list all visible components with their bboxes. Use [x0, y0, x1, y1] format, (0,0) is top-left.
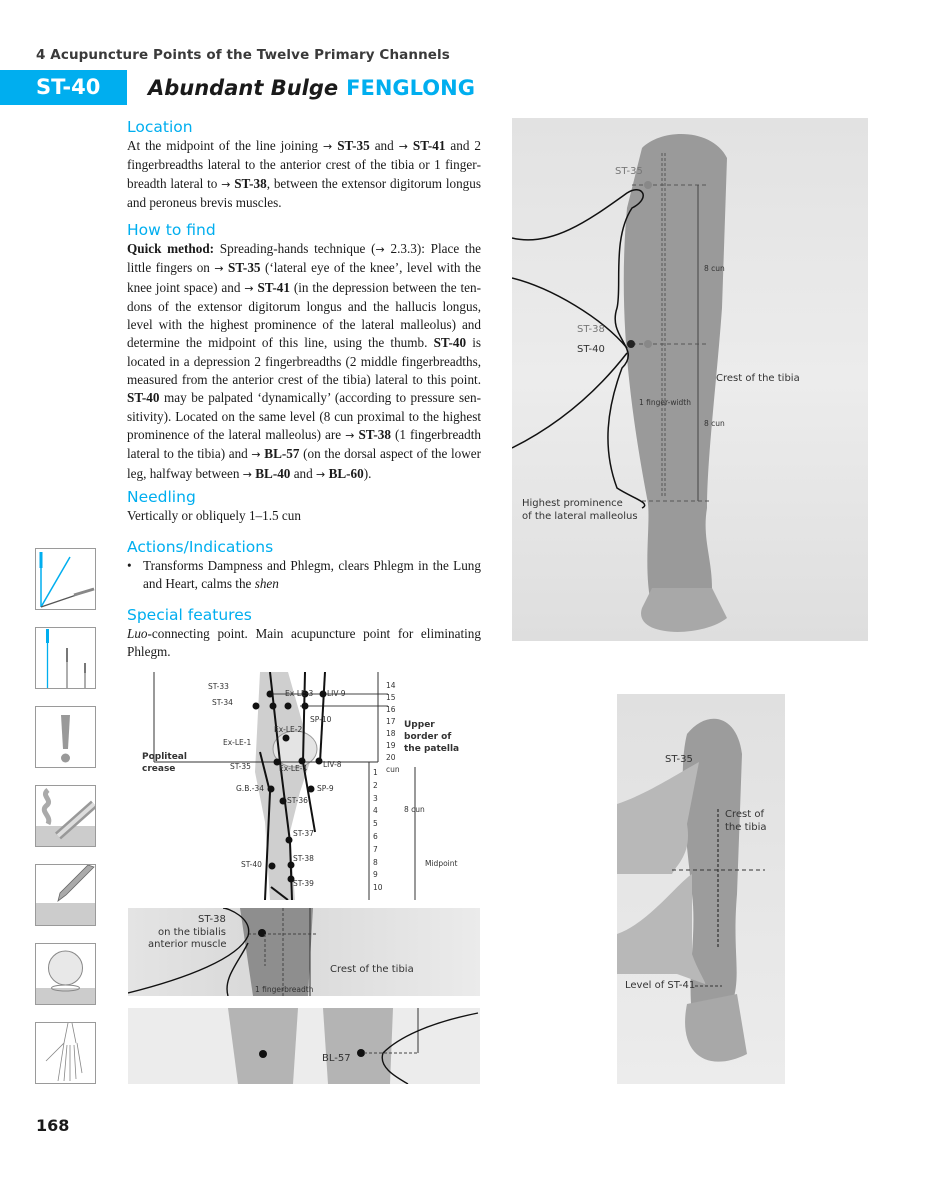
label-midpoint: Midpoint	[425, 859, 458, 868]
label-st40: ST-40	[241, 860, 262, 869]
label-crest-2: the tibia	[725, 822, 767, 833]
label-sp10: SP-10	[310, 715, 332, 724]
cupping-icon	[35, 943, 96, 1005]
arrow-icon: →	[221, 177, 231, 191]
how-to-find-text: Quick method: Spreading-hands technique (→ 2.3.3): Place the little fingers on → ST-35 (‘lateral eye of the knee’, level with the knee joint space) and → ST-41 (in the depression between the tendons of the extensor digitorum longus and the hallucis longus, level with the highest prominence of the lateral malleolus) and determine the midpoint of this line, using the thumb. ST-40 is located in a depression 2 fingerbreadths (2 middle fingerbreadths, measured from the anterior crest of the tibia) lateral to this point. ST-40 may be palpated ‘dynamically’ (according to pressure sensitivity). Located on the same level (8 cun proximal to the highest prominence of the lateral malleolus) are → ST-38 (1 fingerbreadth lateral to the tibia) and → BL-57 (on the dorsal aspect of the lower leg, halfway between → BL-40 and → BL-60).	[127, 241, 482, 481]
label-crest-1: Crest of	[725, 809, 764, 820]
arrow-icon: →	[242, 467, 252, 481]
heading-special: Special features	[127, 606, 252, 624]
arrow-icon: →	[323, 140, 333, 153]
label-popliteal-1: Popliteal	[142, 752, 187, 762]
label-8-cun-upper: 8 cun	[704, 264, 725, 273]
moxibustion-icon	[35, 785, 96, 847]
section-location	[127, 117, 481, 212]
needle-depth-icon	[35, 627, 96, 689]
ref-bl60[interactable]: BL-60	[328, 465, 364, 481]
label-st35: ST-35	[615, 166, 643, 177]
title-pinyin: FENGLONG	[346, 76, 475, 100]
label-upper-border-2: border of	[404, 732, 452, 742]
title-english: Abundant Bulge	[148, 76, 339, 100]
label-liv8: LIV-8	[323, 760, 342, 769]
photo-st38-detail	[128, 908, 480, 996]
photo-bl57-detail	[128, 1008, 480, 1084]
ref-st41[interactable]: ST-41	[257, 279, 290, 295]
ref-st35[interactable]: ST-35	[337, 138, 370, 153]
special-text: Luo-connecting point. Main acupuncture point for eliminating Phlegm.	[127, 626, 481, 660]
label-crest-of-tibia: Crest of the tibia	[330, 964, 414, 975]
label-level-st41: Level of ST-41	[625, 980, 696, 991]
label-popliteal-2: crease	[142, 764, 176, 774]
label-st39: ST-39	[293, 879, 314, 888]
heading-location: Location	[127, 118, 193, 136]
label-st35: ST-35	[230, 762, 251, 771]
label-st37: ST-37	[293, 829, 314, 838]
caution-icon	[35, 706, 96, 768]
section-actions	[127, 537, 481, 594]
label-st35: ST-35	[665, 754, 693, 765]
cupping-knife-icon	[35, 864, 96, 926]
label-st34: ST-34	[212, 698, 233, 707]
ref-st41[interactable]: ST-41	[412, 138, 446, 153]
label-8-cun-lower: 8 cun	[704, 419, 725, 428]
label-st36: ST-36	[287, 796, 308, 805]
ref-st38[interactable]: ST-38	[234, 175, 267, 191]
ref-section[interactable]: 2.3.3	[390, 241, 417, 256]
label-exle1: Ex-LE-1	[223, 738, 252, 747]
label-st40: ST-40	[577, 344, 605, 355]
location-text: At the midpoint of the line joining → ST-35 and → ST-41 and 2 fingerbreadths lateral to the anterior crest of the tibia or 1 fingerbreadth lateral to → ST-38, between the extensor digitorum longus and peroneus brevis muscles.	[127, 138, 482, 210]
photo-leg-hands-method	[617, 694, 785, 1084]
label-sp9: SP-9	[317, 784, 334, 793]
anatomy-hand-icon	[35, 1022, 96, 1084]
label-malleolus-1: Highest prominence	[522, 498, 623, 509]
label-upper-border-1: Upper	[404, 720, 435, 730]
label-fingerbreadth: 1 fingerbreadth	[255, 985, 314, 994]
heading-needling: Needling	[127, 488, 196, 506]
arrow-icon: →	[398, 140, 408, 153]
heading-how-to-find: How to find	[127, 221, 216, 239]
arrow-icon: →	[244, 281, 254, 295]
label-exle2: Ex-LE-2	[274, 725, 303, 734]
label-malleolus-2: of the lateral malleolus	[522, 511, 638, 522]
label-upper-border-3: the patella	[404, 744, 460, 754]
ref-bl57[interactable]: BL-57	[264, 446, 300, 462]
running-head: 4 Acupuncture Points of the Twelve Primary Channels	[36, 47, 450, 63]
arrow-icon: →	[345, 428, 355, 442]
needling-text: Vertically or obliquely 1–1.5 cun	[127, 508, 301, 523]
bullet-icon: •	[127, 558, 132, 573]
label-bl57: BL-57	[322, 1053, 351, 1064]
point-code-badge: ST-40	[0, 70, 127, 105]
ref-bl40[interactable]: BL-40	[255, 465, 291, 481]
label-exle3: Ex-LE-3	[285, 689, 314, 698]
arrow-icon: →	[375, 243, 385, 256]
arrow-icon: →	[251, 448, 261, 462]
label-tibialis-1: on the tibialis	[158, 927, 226, 938]
page-title	[148, 74, 475, 102]
photo-leg-spreading-hands	[512, 118, 868, 641]
label-1-finger-width: 1 finger-width	[639, 398, 691, 407]
action-bullet: • Transforms Dampness and Phlegm, clears Phlegm in the Lung and Heart, calms the shen	[127, 557, 481, 594]
arrow-icon: →	[214, 262, 224, 276]
label-st38: ST-38	[577, 324, 605, 335]
label-liv9: LIV-9	[327, 689, 346, 698]
label-tibialis-2: anterior muscle	[148, 939, 227, 950]
needle-angle-icon	[35, 548, 96, 610]
ref-st38[interactable]: ST-38	[358, 426, 391, 442]
page-number: 168	[36, 1116, 70, 1135]
scale-lower: 1 2 3 4 5 6 7 8 9 10	[373, 768, 383, 893]
diagram-knee-points	[130, 672, 470, 900]
section-how-to-find	[127, 220, 481, 484]
arrow-icon: →	[316, 467, 326, 481]
label-exle4: Ex-LE-4	[279, 764, 308, 773]
scale-upper: 14 15 16 17 18 19 20 cun	[386, 681, 400, 774]
section-special	[127, 605, 481, 662]
section-needling	[127, 487, 481, 525]
label-gb34: G.B.-34	[236, 784, 264, 793]
label-8-cun: 8 cun	[404, 805, 425, 814]
label-st33: ST-33	[208, 682, 229, 691]
heading-actions: Actions/Indications	[127, 538, 274, 556]
label-st38: ST-38	[198, 914, 226, 925]
ref-st35[interactable]: ST-35	[228, 260, 261, 276]
label-crest-of-tibia: Crest of the tibia	[716, 373, 800, 384]
label-st38: ST-38	[293, 854, 314, 863]
